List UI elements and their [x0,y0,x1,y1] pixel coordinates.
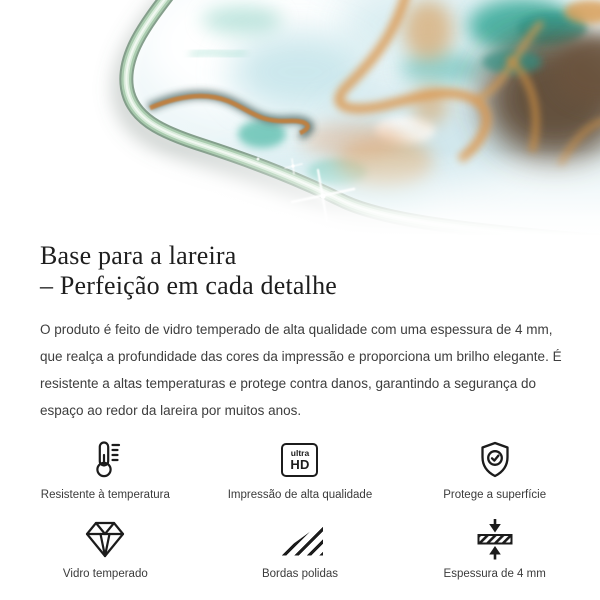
feature-print-quality [203,437,398,501]
feature-thickness [397,516,592,580]
diamond-icon [82,516,128,562]
feature-polished-edges [203,516,398,580]
page-title [40,241,560,301]
page-title-line2: – Perfeição em cada detalhe [40,271,338,300]
feature-label: Bordas polidas [261,568,339,580]
glass-panel-illustration [0,0,600,236]
feature-protection [397,437,592,501]
feature-label: Impressão de alta qualidade [227,489,373,501]
feature-label: Protege a superfície [443,489,547,501]
ultra-hd-text-top: ultra [290,447,310,458]
shield-check-icon [473,437,517,483]
page-title-line1: Base para a lareira [40,241,237,270]
feature-label: Espessura de 4 mm [443,568,546,580]
polished-edges-icon [277,516,323,562]
product-description: O produto é feito de vidro temperado de alta qualidade com uma espessura de 4 mm, que realça a profundidade das cores da impressão e proporciona um brilho elegante. É resistente a altas temperaturas e protege contra danos, garantindo a segurança do espaço ao redor da lareira por muitos anos. [40,322,562,418]
thickness-icon [473,516,517,562]
feature-label: Vidro temperado [62,568,148,580]
photo-bottom-fade [0,150,600,236]
ultra-hd-icon [281,437,318,483]
thermometer-icon [83,437,127,483]
feature-tempered-glass [8,516,203,580]
features-grid [8,437,592,580]
ultra-hd-text-bottom: HD [290,457,310,473]
feature-label: Resistente à temperatura [40,489,170,501]
feature-temperature [8,437,203,501]
product-photo [0,0,600,236]
